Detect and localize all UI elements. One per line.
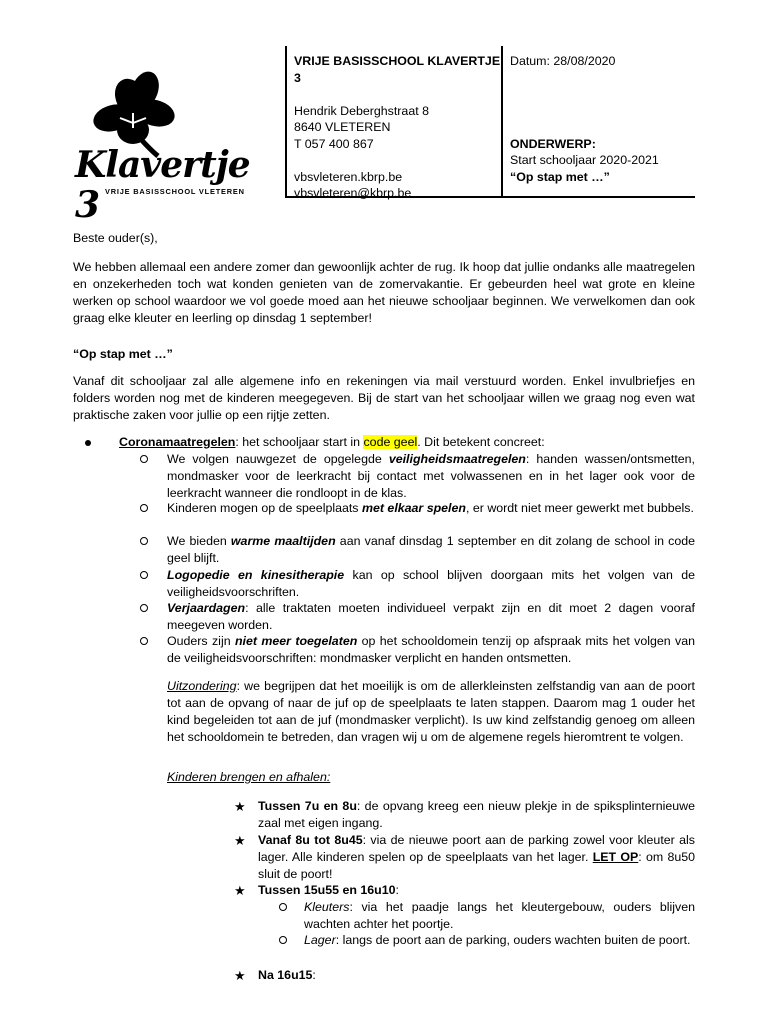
star-bullet-icon: ★ <box>234 799 246 814</box>
school-name: VRIJE BASISSCHOOL KLAVERTJE 3 <box>294 54 501 85</box>
letter-meta <box>510 53 695 185</box>
star-bullet-icon: ★ <box>234 883 246 898</box>
letterhead <box>73 46 695 226</box>
exception-title: Uitzondering <box>167 679 237 693</box>
salutation: Beste ouder(s), <box>73 231 158 245</box>
info-paragraph: Vanaf dit schooljaar zal alle algemene info en rekeningen via mail verstuurd worden. Enkel invulbriefjes en folders worden nog met de kinderen meegegeven. Bij de start van het schooljaar willen we graag nog even wat praktische zaken voor jullie op een rijtje zetten. <box>73 374 695 422</box>
circle-bullet-icon <box>140 571 148 579</box>
logo-wordmark: Klavertje 3 <box>75 144 250 226</box>
circle-bullet-icon <box>140 637 148 645</box>
circle-bullet-icon <box>140 455 148 463</box>
bullet-dot-icon <box>85 440 91 446</box>
school-contact <box>294 53 506 202</box>
circle-bullet-icon <box>140 604 148 612</box>
circle-bullet-icon <box>140 537 148 545</box>
motto-heading: “Op stap met …” <box>73 347 173 361</box>
header-divider-1 <box>285 46 287 197</box>
exception-paragraph: Uitzondering: we begrijpen dat het moeilijk is om de allerkleinsten zelfstandig van aan de poort tot aan de opvang of naar de juf op de speelplaats te laten stappen. Daarom mag 1 ouder het kind begeleiden tot aan de juf (mondmasker verplicht). Is uw kind zelfstandig genoeg om alleen het schooldomein te betreden, dan vragen wij u om de algemene regels hieromtrent te volgen. <box>167 679 695 744</box>
circle-bullet-icon <box>279 936 287 944</box>
corona-title: Coronamaatregelen <box>119 435 236 449</box>
website-link[interactable]: vbsvleteren.kbrp.be <box>294 169 403 184</box>
circle-bullet-icon <box>279 903 287 911</box>
circle-bullet-icon <box>140 504 148 512</box>
school-logo <box>73 68 273 226</box>
subject-label: ONDERWERP: <box>510 136 596 151</box>
pickup-heading: Kinderen brengen en afhalen: <box>167 770 331 784</box>
city: 8640 VLETEREN <box>294 120 391 134</box>
code-geel-highlight: code geel <box>363 435 418 449</box>
star-bullet-icon: ★ <box>234 833 246 848</box>
let-op-label: LET OP <box>592 850 639 864</box>
street-address: Hendrik Deberghstraat 8 <box>294 103 429 118</box>
subject-line-1: Start schooljaar 2020-2021 <box>510 153 659 167</box>
logo-subtitle: VRIJE BASISSCHOOL VLETEREN <box>105 187 245 196</box>
phone-number: T 057 400 867 <box>294 136 374 151</box>
star-bullet-icon: ★ <box>234 968 246 983</box>
intro-paragraph: We hebben allemaal een andere zomer dan gewoonlijk achter de rug. Ik hoop dat jullie ondanks alle maatregelen en onzekerheden toch wat konden genieten van de zomervakantie. Er gebeurden heel wat grote en kleine werken op school waardoor we vol goede moed aan het nieuwe schooljaar beginnen. We verwelkomen dan ook graag elke kleuter en leerling op dinsdag 1 september! <box>73 260 695 325</box>
email-link[interactable]: vbsvleteren@kbrp.be <box>294 186 412 200</box>
subject-line-2: “Op stap met …” <box>510 169 610 184</box>
letter-date: Datum: 28/08/2020 <box>510 54 616 68</box>
letter-page: Klavertje 3 VRIJE BASISSCHOOL VLETEREN VRIJE BASISSCHOOL KLAVERTJE 3 Hendrik Deberghstraat 8 8640 VLETEREN T 057 400 867 vbsvleteren.kbrp.be vbsvleteren@kbrp.be Datum: 28/08/2020 ONDERWERP: Start schooljaar 2020-2021 “Op stap met …” Beste ouder(s), We hebben allemaal een andere zomer dan gewoonlijk achter de rug. Ik hoop dat jullie ondanks alle maatregelen en onzekerheden toch wat konden genieten van de zomervakantie. Er gebeurden heel wat grote en kleine werken op school waardoor we vol goede moed aan het nieuwe schooljaar beginnen. We verwelkomen dan ook graag elke kleuter en leerling op dinsdag 1 september! “Op stap met …” Vanaf dit schooljaar zal alle algemene info en rekeningen via mail verstuurd worden. Enkel invulbriefjes en folders worden nog met de kinderen meegegeven. Bij de start van het schooljaar willen we graag nog even wat praktische zaken voor jullie op een rijtje zetten. Coronamaatregelen: het schooljaar start in code geel. Dit betekent concreet: We volgen nauwgezet de opgelegde veiligheidsmaatregelen: handen wassen/ontsmetten, mondmasker voor de leerkracht bij contact met volwassenen en in het lager ook voor de leerkracht wanneer die rondloopt in de klas. Kinderen mogen op de speelplaats met elkaar spelen, er wordt niet meer gewerkt met bubbels. We bieden warme maaltijden aan vanaf dinsdag 1 september en dit zolang de school in code geel blijft. Logopedie en kinesitherapie kan op school blijven doorgaan mits het volgen van de veiligheidsvoorschriften. Verjaardagen: alle traktaten moeten individueel verpakt zijn en dit moet 2 dagen vooraf meegeven worden. Ouders zijn niet meer toegelaten op het schooldomein tenzij op afspraak mits het volgen van de veiligheidsvoorschriften: mondmasker verplicht en handen ontsmetten. Uitzondering: we begrijpen dat het moeilijk is om de allerkleinsten zelfstandig van aan de poort tot aan de opvang of naar de juf op de speelplaats te laten stappen. Daarom mag 1 ouder het kind begeleiden tot aan de juf (mondmasker verplicht). Is uw kind zelfstandig genoeg om alleen het schooldomein te betreden, dan vragen wij u om de algemene regels hieromtrent te volgen. Kinderen brengen en afhalen: ★ Tussen 7u en 8u: de opvang kreeg een nieuw plekje in de spiksplinternieuwe zaal met eigen ingang. ★ Vanaf 8u tot 8u45: via de nieuwe poort aan de parking zowel voor kleuter als lager. Alle kinderen spelen op de speelplaats van het lager. LET OP: om 8u50 sluit de poort! ★ Tussen 15u55 en 16u10: Kleuters: via het paadje langs het kleutergebouw, ouders blijven wachten achter het poortje. Lager: langs de poort aan de parking, ouders wachten buiten de poort. ★ Na 16u15: <box>0 0 768 1024</box>
